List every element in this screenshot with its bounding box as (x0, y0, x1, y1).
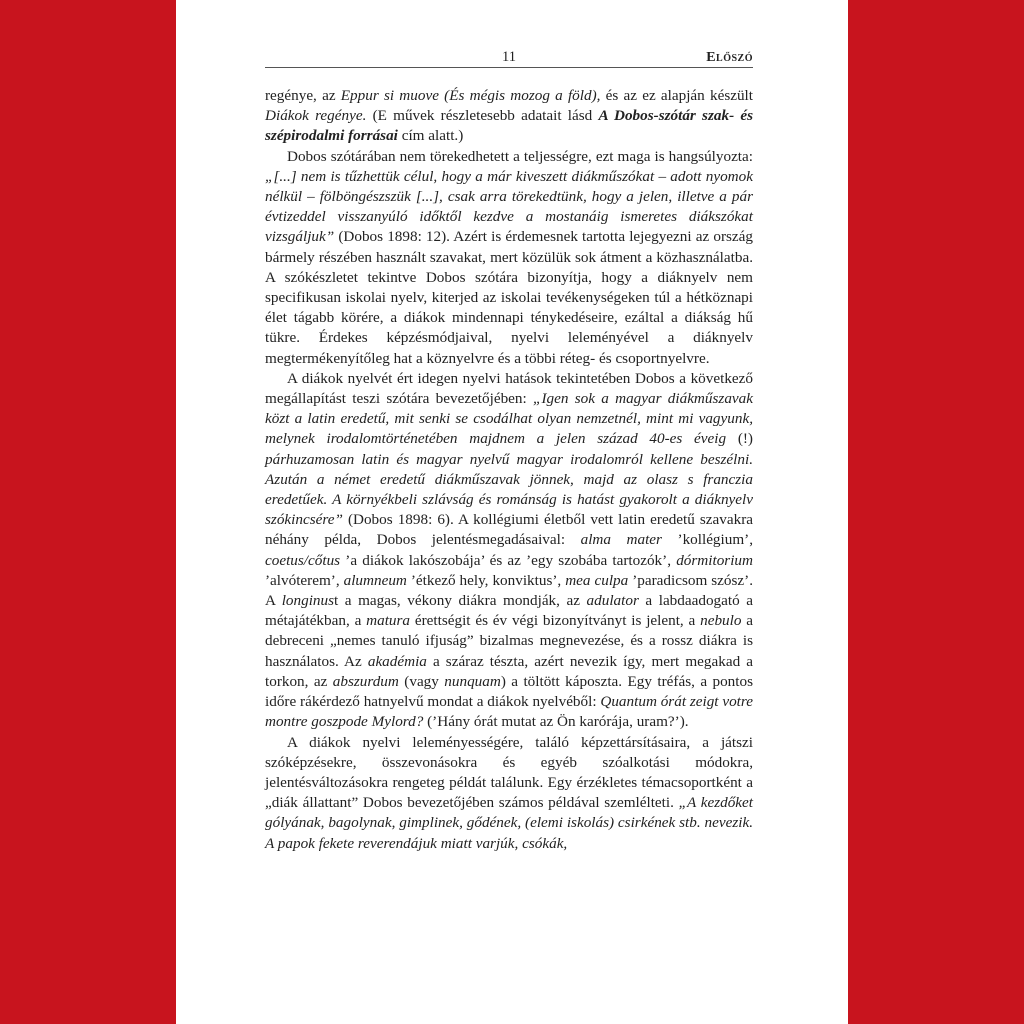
italic-run: nunquam (444, 672, 501, 690)
text-run: és az ez alapján készült (600, 87, 753, 104)
text-run: a labdaadogató a métajátékban, a (265, 592, 753, 630)
italic-run: alumneum (343, 571, 407, 589)
text-run: t a magas, vékony diákra mondják, az (334, 592, 587, 610)
text-run: (’Hány órát mutat az Ön karórája, uram?’). (423, 713, 689, 731)
text-run: cím alatt.) (397, 127, 464, 145)
bold-italic-run: A Dobos-szótár szak- és szépirodalmi forrásai (265, 107, 753, 145)
text-run: ’paradicsom szósz’. A (265, 571, 753, 610)
italic-run: akadémia (367, 652, 427, 670)
italic-run: „A kezdőket gólyának, bagolynak, gimplinek, gődének, (elemi iskolás) csirkének stb. nevezik. A papok fekete reverendájuk miatt varjúk, csókák, (265, 794, 753, 852)
text-run: (Dobos 1898: 6). A kollégiumi életből vett latin eredetű szavakra néhány példa, Dobos jelentésmegadásaival: (265, 511, 753, 549)
italic-run: Eppur si muove (És mégis mozog a föld), (340, 87, 601, 104)
text-run: ’étkező hely, konviktus’, (406, 571, 566, 589)
text-run: (!) (726, 430, 753, 448)
text-run: ’kollégium’, (661, 531, 754, 549)
italic-run: dórmitorium (676, 551, 753, 569)
text-run: (vagy (398, 672, 445, 690)
italic-run: coetus/cőtus (265, 551, 341, 569)
text-run: a debreceni „nemes tanuló ifjuság” bizalmas megnevezése, és a rossz diákra is használatos. Az (265, 612, 754, 670)
paragraph (265, 369, 753, 733)
text-run: A diákok nyelvét ért idegen nyelvi hatások tekintetében Dobos a következő megállapítást teszi szótára bevezetőjében: (265, 369, 753, 408)
italic-run: Quantum órát zeigt votre montre goszpode Mylord? (265, 693, 753, 731)
paragraph (265, 147, 753, 369)
body-text (265, 86, 753, 854)
text-run: ’a diákok lakószobája’ és az ’egy szobába tartozók’, (340, 551, 677, 569)
running-header (265, 47, 753, 68)
text-run: a száraz tészta, azért nevezik így, mert megakad a torkon, az (265, 652, 753, 690)
italic-run: nebulo (700, 612, 742, 630)
text-run: A diákok nyelvi leleményességére, találó képzettársításaira, a játszi szóképzésekre, összevonásokra és egyéb szóalkotási módokra, jelentésváltozásokra rengeteg példát találunk. Egy érzékletes témacsoportként a „diák állattant” Dobos bevezetőjében számos példával szemlélteti. (265, 733, 753, 812)
book-page (176, 0, 848, 1024)
text-run: ) a töltött káposzta. Egy tréfás, a pontos időre rákérdező hatnyelvű mondat a diákok nyelvéből: (265, 672, 753, 711)
paragraph (265, 733, 753, 854)
italic-run: matura (366, 612, 411, 630)
italic-run: abszurdum (332, 672, 399, 690)
italic-run: „Igen sok a magyar diákműszavak közt a latin eredetű, mit senki se csodálhat olyan nemzetnél, mint mi vagyunk, melynek irodalomtörténetében majdnem a jelen század 40-es éveig (265, 390, 753, 448)
italic-run: longinus (281, 592, 335, 610)
text-run: regénye, az (265, 87, 341, 104)
section-title: Előszó (706, 50, 753, 65)
paragraph (265, 86, 753, 147)
text-run: ’alvóterem’, (265, 571, 344, 589)
italic-run: Diákok regénye. (265, 107, 367, 125)
italic-run: alma mater (580, 531, 662, 549)
text-run: (Dobos 1898: 12). Azért is érdemesnek tartotta lejegyezni az ország bármely részében használt szavakat, mert közülük sok átment a közhasználatba. A szókészletet tekintve Dobos szótára bizonyítja, hogy a diáknyelv nem specifikusan iskolai nyelv, kiterjed az iskolai tevékenységeken túl a hétköznapi élet tágabb körére, a diákok mindennapi ténykedéseire, ezáltal a diákság hű tükre. Érdekes képzésmódjaival, nyelvi leleményével a diáknyelv megtermékenyítőleg hat a köznyelvre és a többi réteg- és csoportnyelvre. (265, 228, 753, 367)
text-run: (E művek részletesebb adatait lásd (366, 107, 599, 125)
italic-run: mea culpa (565, 571, 629, 589)
text-run: Dobos szótárában nem törekedhetett a teljességre, ezt maga is hangsúlyozta: (287, 147, 753, 165)
text-run: érettségit és év végi bizonyítványt is jelent, a (410, 612, 701, 630)
italic-run: adulator (586, 592, 639, 610)
italic-run: „[...] nem is tűzhettük célul, hogy a már kiveszett diákműszókat – adott nyomok nélkül – fölböngészszük [...], csak arra törekedtünk, hogy a jelen, illetve a pár évtizeddel visszanyúló időktől kezdve a mostanáig ismeretes diákszókat vizsgáljuk” (265, 167, 753, 246)
italic-run: párhuzamosan latin és magyar nyelvű magyar irodalomról kellene beszélni. Azután a német eredetű diákműszavak jönnek, majd az olasz s franczia eredetűek. A környékbeli szlávság és románság is hatást gyakorolt a diáknyelv szókincsére” (265, 450, 753, 529)
page-number: 11 (502, 49, 516, 65)
